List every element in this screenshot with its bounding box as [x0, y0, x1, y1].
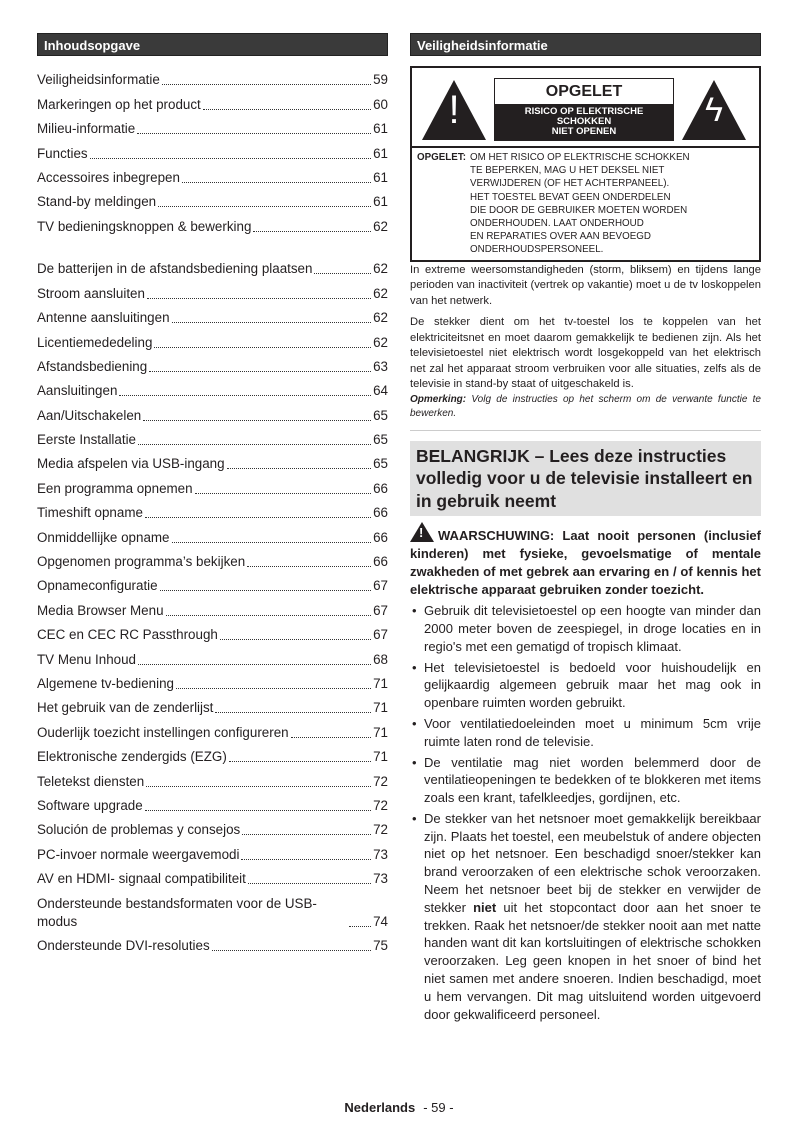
- toc-title: Media afspelen via USB-ingang: [37, 456, 225, 472]
- dot-leader: [349, 926, 371, 927]
- toc-entry[interactable]: [37, 522, 388, 546]
- toc-page: 66: [373, 505, 388, 521]
- toc-title: TV Menu Inhoud: [37, 651, 137, 667]
- toc-title: Stroom aansluiten: [37, 285, 145, 301]
- toc-title: Ondersteunde bestandsformaten voor de USB-modus: [37, 895, 317, 929]
- bullet-item: • Gebruik dit televisietoestel op een hoogte van minder dan 2000 meter boven de zeespiegel, in droge locaties en in regio's met een gematigd of tropisch klimaat.: [410, 602, 761, 655]
- toc-title: Markeringen op het product: [37, 96, 201, 112]
- toc-page: 62: [373, 261, 388, 277]
- dot-leader: [229, 761, 371, 762]
- dot-leader: [253, 231, 371, 232]
- toc-page: 60: [373, 96, 388, 112]
- toc-entry[interactable]: [37, 815, 388, 839]
- table-of-contents: [37, 33, 388, 955]
- toc-page: 61: [373, 194, 388, 210]
- caution-line: OM HET RISICO OP ELEKTRISCHE SCHOKKEN: [470, 152, 690, 163]
- dot-leader: [227, 468, 372, 469]
- toc-entry[interactable]: [37, 187, 388, 211]
- toc-title: AV en HDMI- signaal compatibiliteit: [37, 871, 246, 887]
- toc-title: Solución de problemas y consejos: [37, 822, 241, 838]
- caution-line: DIE DOOR DE GEBRUIKER MOETEN WORDEN: [470, 204, 688, 216]
- toc-page: 75: [373, 938, 388, 954]
- toc-title: Teletekst diensten: [37, 773, 145, 789]
- caution-line: HET TOESTEL BEVAT GEEN ONDERDELEN: [470, 191, 671, 203]
- toc-page: 67: [373, 627, 388, 643]
- toc-title: PC-invoer normale weergavemodi: [37, 846, 240, 862]
- toc-page: 67: [373, 602, 388, 618]
- toc-page: 71: [373, 749, 388, 765]
- toc-entry[interactable]: [37, 327, 388, 351]
- toc-entry[interactable]: [37, 864, 388, 888]
- toc-entry[interactable]: [37, 839, 388, 863]
- toc-page: 74: [373, 913, 388, 929]
- toc-title: Antenne aansluitingen: [37, 310, 170, 326]
- safety-section: [410, 33, 761, 1023]
- caution-line: TE BEPERKEN, MAG U HET DEKSEL NIET: [470, 165, 665, 177]
- dot-leader: [160, 590, 372, 591]
- toc-title: Aansluitingen: [37, 383, 118, 399]
- bullet-item: • Het televisietoestel is bedoeld voor huishoudelijk en gelijkaardig algemeen gebruik maar het mag ook in openbare ruimten worden gebruikt.: [410, 659, 761, 712]
- caution-title: OPGELET: [545, 83, 623, 100]
- toc-page: 65: [373, 432, 388, 448]
- caution-sub-line: NIET OPENEN: [551, 126, 617, 137]
- page-number: - 59 -: [423, 1100, 454, 1115]
- toc-title: Algemene tv-bediening: [37, 675, 174, 691]
- toc-page: 72: [373, 773, 388, 789]
- toc-entry[interactable]: [37, 571, 388, 595]
- caution-title-box: [494, 78, 674, 141]
- warning-text: WAARSCHUWING: Laat nooit personen (inclusief kinderen) met fysieke, gevoelsmatige of mentale zwakheden of met gebrek aan ervaring en / of kennis het elektrische apparaat gebruiken zonder toezicht.: [410, 528, 761, 598]
- toc-page: 66: [373, 480, 388, 496]
- toc-entry[interactable]: [37, 236, 388, 279]
- toc-page: 73: [373, 871, 388, 887]
- toc-entry[interactable]: [37, 717, 388, 741]
- toc-page: 65: [373, 407, 388, 423]
- toc-title: Ouderlijk toezicht instellingen configureren: [37, 724, 289, 740]
- footer-language: Nederlands: [344, 1100, 416, 1115]
- toc-title: Veiligheidsinformatie: [37, 72, 160, 88]
- bullet-item: • Voor ventilatiedoeleinden moet u minimum 5cm vrije ruimte laten rond de televisie.: [410, 715, 761, 751]
- toc-entry[interactable]: [37, 303, 388, 327]
- caution-lines: [470, 151, 690, 257]
- toc-page: 71: [373, 724, 388, 740]
- toc-entry[interactable]: [37, 620, 388, 644]
- caution-line: EN REPARATIES OVER AAN BEVOEGD: [470, 231, 651, 243]
- dot-leader: [172, 542, 372, 543]
- toc-entry[interactable]: [37, 498, 388, 522]
- toc-entry[interactable]: [37, 65, 388, 89]
- toc-entry[interactable]: [37, 931, 388, 955]
- paragraph-plug: De stekker dient om het tv-toestel los te koppelen van het elektriciteitsnet en moet daarom gemakkelijk te bedienen zijn. Als het televisietoestel niet elektrisch wordt losgekoppeld van het elektrisch net zal het apparaat stroom verbruiken voor alle situaties, zelfs als de televisie in stand-by staat of uitgeschakeld is.: [410, 316, 761, 391]
- dot-leader: [138, 444, 371, 445]
- toc-page: 65: [373, 456, 388, 472]
- toc-page: 73: [373, 846, 388, 862]
- important-heading: BELANGRIJK – Lees deze instructies volledig voor u de televisie installeert en in gebruik neemt: [410, 441, 761, 517]
- dot-leader: [166, 615, 372, 616]
- toc-title: Media Browser Menu: [37, 602, 164, 618]
- dot-leader: [195, 493, 372, 494]
- dot-leader: [291, 737, 372, 738]
- dot-leader: [203, 109, 371, 110]
- bullet-item: • De ventilatie mag niet worden belemmerd door de ventilatieopeningen te bedekken of te blokkeren met items zoals een krant, tafelkleedjes, gordijnen, etc.: [410, 754, 761, 807]
- toc-title: Timeshift opname: [37, 505, 143, 521]
- toc-page: 71: [373, 675, 388, 691]
- bullet-text: uit het stopcontact door aan het snoer te trekken. Raak het netsnoer/de stekker nooit aan met natte handen want dit kan kortsluitingen of elektrische schokken veroorzaken. Leg geen knopen in het snoer of bind het niet samen met andere snoeren. Indien beschadigd, moet u hem vervangen. Dit mag uitsluitend worden uitgevoerd door gekwalificeerd personeel.: [424, 899, 761, 1022]
- toc-page: 66: [373, 529, 388, 545]
- note-label: Opmerking:: [410, 393, 467, 405]
- toc-title: Eerste Installatie: [37, 432, 136, 448]
- toc-entry[interactable]: [37, 595, 388, 619]
- dot-leader: [241, 859, 371, 860]
- toc-title: Opnameconfiguratie: [37, 578, 158, 594]
- toc-page: 59: [373, 72, 388, 88]
- toc-title: Software upgrade: [37, 797, 143, 813]
- caution-text: [412, 148, 759, 260]
- dot-leader: [145, 810, 371, 811]
- toc-entry[interactable]: [37, 163, 388, 187]
- exclamation-warning-icon: !: [422, 80, 486, 140]
- toc-page: 68: [373, 651, 388, 667]
- safety-bullets: [410, 602, 761, 1023]
- toc-title: TV bedieningsknoppen & bewerking: [37, 218, 252, 234]
- safety-header: Veiligheidsinformatie: [410, 33, 761, 56]
- toc-title: Het gebruik van de zenderlijst: [37, 700, 214, 716]
- toc-page: 71: [373, 700, 388, 716]
- toc-title: Milieu-informatie: [37, 121, 136, 137]
- toc-page: 67: [373, 578, 388, 594]
- bullet-text: De stekker van het netsnoer moet gemakkelijk bereikbaar zijn. Plaats het toestel, een meubelstuk of andere objecten niet op het netsnoer. Een beschadigd snoer/stekker kan brand veroorzaken of een elektrische schok veroorzaken. Neem het netsnoer beet bij de stekker en verwijder de stekker: [424, 810, 761, 915]
- toc-entry[interactable]: [37, 669, 388, 693]
- caution-line: VERWIJDEREN (OF HET ACHTERPANEEL).: [470, 178, 670, 190]
- toc-title: Elektronische zendergids (EZG): [37, 749, 227, 765]
- toc-page: 64: [373, 383, 388, 399]
- toc-page: 66: [373, 554, 388, 570]
- lightning-warning-icon: ϟ: [682, 80, 746, 140]
- caution-subtitle: [495, 104, 673, 140]
- caution-line: ONDERHOUDSPERSONEEL.: [470, 244, 604, 256]
- toc-title: Accessoires inbegrepen: [37, 169, 180, 185]
- toc-title: Opgenomen programma’s bekijken: [37, 554, 246, 570]
- toc-entry[interactable]: [37, 278, 388, 302]
- warning-icon: !: [410, 522, 434, 542]
- dot-leader: [182, 182, 371, 183]
- divider: [410, 430, 761, 431]
- dot-leader: [90, 158, 371, 159]
- toc-title: Aan/Uitschakelen: [37, 407, 142, 423]
- toc-entry[interactable]: [37, 547, 388, 571]
- toc-header: Inhoudsopgave: [37, 33, 388, 56]
- bullet-emphasis: niet: [473, 899, 497, 915]
- toc-page: 62: [373, 310, 388, 326]
- dot-leader: [146, 786, 371, 787]
- toc-entry[interactable]: [37, 449, 388, 473]
- dot-leader: [154, 347, 371, 348]
- toc-title: Onmiddellijke opname: [37, 529, 170, 545]
- bullet-item: [410, 810, 761, 1024]
- toc-entry[interactable]: [37, 114, 388, 138]
- toc-entry[interactable]: [37, 400, 388, 424]
- dot-leader: [138, 664, 371, 665]
- dot-leader: [145, 517, 371, 518]
- dot-leader: [220, 639, 371, 640]
- toc-title: CEC en CEC RC Passthrough: [37, 627, 218, 643]
- toc-entry[interactable]: [37, 742, 388, 766]
- toc-entry[interactable]: [37, 888, 388, 931]
- toc-entry[interactable]: [37, 138, 388, 162]
- caution-label-top: [412, 68, 759, 148]
- toc-entry[interactable]: [37, 352, 388, 376]
- dot-leader: [137, 133, 371, 134]
- toc-page: 61: [373, 169, 388, 185]
- dot-leader: [314, 273, 371, 274]
- toc-entry[interactable]: [37, 211, 388, 235]
- toc-title: Licentiemededeling: [37, 334, 153, 350]
- dot-leader: [248, 883, 371, 884]
- toc-entry[interactable]: [37, 376, 388, 400]
- toc-page: 61: [373, 121, 388, 137]
- toc-title: Een programma opnemen: [37, 480, 193, 496]
- toc-list: [37, 65, 388, 955]
- toc-entry[interactable]: [37, 89, 388, 113]
- dot-leader: [172, 322, 372, 323]
- caution-line: ONDERHOUDEN. LAAT ONDERHOUD: [470, 218, 644, 230]
- dot-leader: [147, 298, 371, 299]
- toc-title: Functies: [37, 145, 88, 161]
- dot-leader: [247, 566, 371, 567]
- dot-leader: [242, 834, 371, 835]
- caution-sub-line: RISICO OP ELEKTRISCHE: [524, 106, 644, 117]
- dot-leader: [212, 950, 371, 951]
- toc-page: 72: [373, 797, 388, 813]
- caution-sub-line: SCHOKKEN: [556, 116, 612, 127]
- toc-title: Afstandsbediening: [37, 358, 148, 374]
- dot-leader: [215, 712, 371, 713]
- toc-entry[interactable]: [37, 766, 388, 790]
- toc-entry[interactable]: [37, 473, 388, 497]
- dot-leader: [176, 688, 371, 689]
- dot-leader: [158, 206, 371, 207]
- toc-title: Ondersteunde DVI-resoluties: [37, 938, 210, 954]
- toc-page: 61: [373, 145, 388, 161]
- toc-entry[interactable]: [37, 644, 388, 668]
- toc-page: 62: [373, 285, 388, 301]
- toc-page: 62: [373, 334, 388, 350]
- toc-title: De batterijen in de afstandsbediening plaatsen: [37, 261, 313, 277]
- toc-page: 62: [373, 218, 388, 234]
- dot-leader: [149, 371, 371, 372]
- note: [410, 393, 761, 422]
- toc-page: 72: [373, 822, 388, 838]
- toc-title: Stand-by meldingen: [37, 194, 157, 210]
- toc-entry[interactable]: [37, 693, 388, 717]
- caution-label: OPGELET:: [417, 152, 466, 163]
- paragraph-weather: In extreme weersomstandigheden (storm, bliksem) en tijdens lange perioden van inactiviteit (vertrek op vakantie) moet u de tv loskoppelen van het netwerk.: [410, 263, 761, 307]
- toc-entry[interactable]: [37, 791, 388, 815]
- page-footer: [0, 1100, 798, 1115]
- dot-leader: [162, 84, 371, 85]
- note-text: Volg de instructies op het scherm om de verwante functie te bewerken.: [410, 393, 761, 420]
- warning-paragraph: [410, 522, 761, 599]
- toc-entry[interactable]: [37, 425, 388, 449]
- dot-leader: [143, 420, 371, 421]
- caution-label-box: [410, 66, 761, 262]
- toc-page: 63: [373, 358, 388, 374]
- dot-leader: [119, 395, 371, 396]
